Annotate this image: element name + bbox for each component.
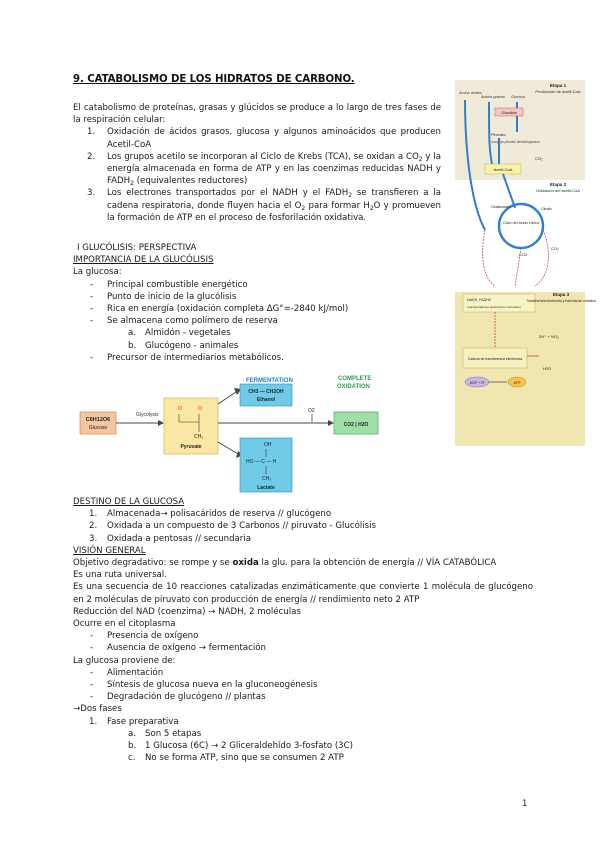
phase-list <box>73 716 533 728</box>
list-item: - Principal combustible energético <box>90 279 248 290</box>
vision-line: →Dos fases <box>73 704 122 715</box>
list-item: - Se almacena como polímero de reserva <box>90 316 278 327</box>
list-item: - Alimentación <box>90 667 164 678</box>
pyruvate-label: Piruvato <box>491 132 506 137</box>
svg-text:2H⁺ + ½O₂: 2H⁺ + ½O₂ <box>539 334 559 339</box>
carriers-box <box>463 294 535 312</box>
complete-label: COMPLETE <box>338 376 372 382</box>
pyruvate-o-atom: O <box>178 406 182 412</box>
glucose-formula: C6H12O6 <box>85 417 111 423</box>
glucose-fate-section <box>73 496 533 764</box>
svg-text:O: O <box>198 406 202 412</box>
carriers-label: (transportadores electrónicos reducidos) <box>467 305 521 309</box>
list-item: b. 1 Glucosa (6C) → 2 Gliceraldehído 3-fosfato (3C) <box>128 741 353 752</box>
list-item: a. Son 5 etapas <box>128 728 202 739</box>
glycolysis-section <box>73 242 441 364</box>
respiration-stages-diagram <box>455 80 596 446</box>
intro-section <box>73 102 441 224</box>
acetyl-coa-label: Acetil-CoA <box>493 167 513 172</box>
atp-label: ATP <box>513 381 521 385</box>
oxaloacetate-label: Oxalacetato <box>491 205 511 209</box>
oxidation-label: OXIDATION <box>337 384 370 390</box>
arrow-icon <box>158 420 164 426</box>
vision-line: Reducción del NAD (coenzima) → NADH, 2 moléculas <box>73 606 301 617</box>
stage3-background <box>455 292 585 446</box>
list-item: b. Glucógeno - animales <box>128 340 239 351</box>
list-item: 2. Los grupos acetilo se incorporan al Ciclo de Krebs (TCA), se oxidan a $CO_2$ y la energía almacenada en forma de ATP y en las coenzimas reducidas NADH y $FADH_2$ (equivalentes reductores) <box>87 151 442 188</box>
glycolysis-label: Glycolysis <box>136 412 159 418</box>
ethanol-label: Ethanol <box>256 397 276 403</box>
products-label: CO2 | H2O <box>343 422 369 428</box>
glucose-name: Glucose <box>88 425 108 431</box>
o2-label: O2 <box>308 408 315 414</box>
co2-label: CO2 <box>519 252 528 257</box>
pyruvate-label: Pyruvate <box>180 444 202 450</box>
section-title: 9. CATABOLISMO DE LOS HIDRATOS DE CARBONO. <box>73 74 355 85</box>
page-number: 1 <box>522 799 528 809</box>
list-item: - Síntesis de glucosa nueva en la gluconeogénesis <box>90 680 318 691</box>
fatty-acids-label: Ácidos grasos <box>481 95 505 99</box>
svg-text:HO — C — H: HO — C — H <box>246 459 277 465</box>
glycolysis-heading: I GLUCÓLISIS: PERSPECTIVA <box>77 243 197 253</box>
phase1-sublist <box>73 728 533 765</box>
list-item: - Precursor de intermediarios metabólicos. <box>90 352 284 363</box>
svg-text:CH₃: CH₃ <box>194 434 204 440</box>
vision-paragraph: Es una secuencia de 10 reacciones catalizadas enzimáticamente que convierte 1 molécula de glucógeno en 2 moléculas de piruvato con producción de energía // rendimiento neto 2 ATP <box>73 582 533 605</box>
list-item: - Presencia de oxígeno <box>90 631 199 642</box>
origin-list <box>73 667 533 704</box>
stage1-label: Etapa 1 <box>549 83 567 88</box>
destino-list <box>73 508 533 545</box>
stage3-desc: Transferencia electrónica y fosforilación oxidativa <box>526 299 596 303</box>
glucose-properties-list-end <box>73 352 441 364</box>
fermentation-label: FERMENTATION <box>246 378 293 384</box>
cycle-label: Ciclo del ácido cítrico <box>503 221 539 225</box>
complex-label: complejo piruvato deshidrogenasa <box>491 140 540 144</box>
glucose-label: La glucosa: <box>73 267 122 278</box>
citrate-label: Citrato <box>541 207 552 211</box>
destino-heading: DESTINO DE LA GLUCOSA <box>73 497 185 507</box>
stage1-desc: Producción de acetil-CoA <box>535 89 581 94</box>
glucose-properties-list <box>73 279 441 328</box>
list-item: - Rica en energía (oxidación completa ΔG°=-2840 kJ/mol) <box>90 304 349 315</box>
importance-heading: IMPORTANCIA DE LA GLUCÓLISIS <box>73 255 214 266</box>
list-item: a. Almidón - vegetales <box>128 328 231 339</box>
vision-line: Objetivo degradativo: se rompe y se oxida la glu. para la obtención de energía // VÍA CATABÓLICA <box>73 558 497 569</box>
glucose-fate-diagram <box>78 374 408 494</box>
stage3-label: Etapa 3 <box>552 292 570 297</box>
glycolysis-label: Glucólisis <box>501 111 517 115</box>
vision-heading: VISIÓN GENERAL <box>73 545 146 556</box>
h2o-label: H2O <box>543 366 552 371</box>
svg-text:CH₃: CH₃ <box>262 476 272 482</box>
intro-paragraph: El catabolismo de proteínas, grasas y glúcidos se produce a lo largo de tres fases de la respiración celular: <box>73 103 441 126</box>
svg-text:CO₂: CO₂ <box>535 156 543 161</box>
svg-text:CO₂: CO₂ <box>551 246 559 251</box>
stage2-desc: Oxidación del acetil-CoA <box>536 188 580 193</box>
list-item: 1. Fase preparativa <box>89 716 179 727</box>
ethanol-formula: CH3 — CH2OH <box>248 389 284 395</box>
lactate-label: Lactate <box>257 485 275 491</box>
adp-label: ADP + Pi <box>469 381 485 385</box>
list-item: - Punto de inicio de la glucólisis <box>90 291 237 302</box>
vision-line: Es una ruta universal. <box>73 570 167 581</box>
arrow-icon <box>328 420 334 426</box>
vision-line: Ocurre en el citoplasma <box>73 619 176 630</box>
chain-label: Cadena de transferencia electrónica <box>467 357 523 361</box>
glucose-label: Glucosa <box>511 95 525 99</box>
intro-list <box>73 126 441 224</box>
list-item: 1. Oxidación de ácidos grasos, glucosa y algunos aminoácidos que producen Acetil-CoA <box>87 127 441 150</box>
list-item: 3. Oxidada a pentosas // secundaria <box>89 533 251 544</box>
list-item: - Degradación de glucógeno // plantas <box>90 692 266 703</box>
svg-text:OH: OH <box>264 442 272 448</box>
stage2-label: Etapa 2 <box>549 182 567 187</box>
list-item: 3. Los electrones transportados por el NADH y el $FADH_2$ se transfieren a la cadena respiratoria, donde fluyen hacia el $O_2$ para formar $H_2O$ y promueven la formación de ATP en el proceso de fosforilación oxidativa. <box>87 188 442 223</box>
cytoplasm-list <box>73 630 533 654</box>
list-item: c. No se forma ATP, sino que se consumen 2 ATP <box>128 753 344 764</box>
vision-line: La glucosa proviene de: <box>73 655 176 666</box>
list-item: 1. Almacenada→ polisacáridos de reserva // glucógeno <box>89 509 332 520</box>
nadh-label: NADH, FADH2 <box>467 298 491 302</box>
list-item: - Ausencia de oxígeno → fermentación <box>90 643 266 654</box>
amino-acids-label: Amino ácidos <box>459 91 482 95</box>
list-item: 2. Oxidada a un compuesto de 3 Carbonos // piruvato - Glucólisis <box>89 521 376 532</box>
polymer-sublist <box>73 327 441 351</box>
